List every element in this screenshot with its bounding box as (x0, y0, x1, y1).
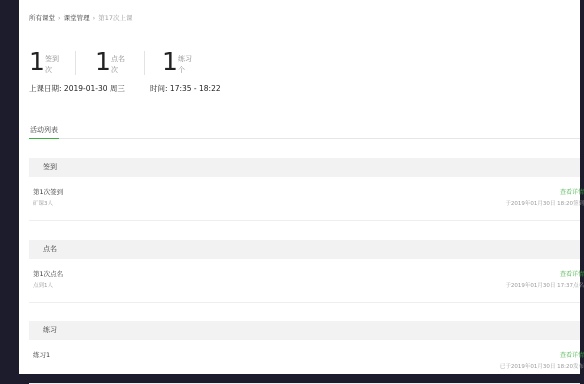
stat-divider (144, 51, 145, 75)
activity-subtitle: 点到1人 (33, 283, 53, 289)
activity-timestamp: 已于2019年01月30日 18:20发布 (499, 364, 584, 370)
list-item (29, 340, 584, 384)
breadcrumb-separator: › (58, 14, 61, 22)
tab-bar (29, 125, 580, 139)
stat-rollcall-count: 1 (95, 47, 111, 76)
stat-rollcall-label: 点名 (111, 55, 125, 63)
time-value: 17:35 - 18:22 (169, 84, 221, 93)
stat-checkin-unit: 次 (45, 66, 52, 74)
section-checkin (29, 158, 584, 221)
time-label: 时间: (150, 84, 168, 93)
section-rollcall (29, 240, 584, 303)
breadcrumb-class-management[interactable]: 课堂管理 (63, 14, 90, 22)
section-exercise (29, 321, 584, 384)
view-details-link[interactable]: 查看详情 (559, 271, 584, 278)
main-panel (19, 0, 584, 374)
breadcrumb-separator: › (92, 14, 96, 22)
stat-checkin-label: 签到 (45, 55, 59, 63)
breadcrumb-all-classes[interactable]: 所有课堂 (29, 14, 55, 22)
stat-divider (75, 51, 76, 75)
view-details-link[interactable]: 查看详情 (559, 189, 584, 196)
section-header: 点名 (29, 240, 580, 259)
stat-checkin-count: 1 (29, 47, 45, 76)
stat-rollcall-unit: 次 (111, 66, 118, 74)
class-date (29, 83, 125, 94)
list-item (29, 259, 584, 303)
view-details-link[interactable]: 查看详情 (559, 352, 584, 359)
list-item (29, 177, 584, 221)
stat-exercise-count: 1 (162, 47, 178, 76)
activity-timestamp: 于2019年01月30日 17:37点名 (505, 283, 584, 289)
date-label: 上课日期: (29, 84, 62, 93)
tab-activity-list[interactable]: 活动列表 (29, 125, 59, 139)
section-header: 签到 (29, 158, 580, 177)
activity-title: 第1次点名 (33, 270, 64, 278)
date-value: 2019-01-30 周三 (63, 84, 125, 93)
breadcrumb-current: 第17次上课 (98, 14, 133, 22)
stat-exercise-label: 练习 (178, 55, 192, 63)
section-header: 练习 (29, 321, 580, 340)
class-time (150, 83, 221, 94)
activity-title: 练习1 (33, 351, 51, 359)
activity-title: 第1次签到 (33, 188, 64, 196)
activity-timestamp: 于2019年01月30日 18:20签到 (505, 201, 584, 207)
stat-exercise-unit: 个 (178, 66, 185, 74)
activity-subtitle: 矿课3人 (33, 201, 53, 207)
breadcrumb (29, 13, 133, 23)
